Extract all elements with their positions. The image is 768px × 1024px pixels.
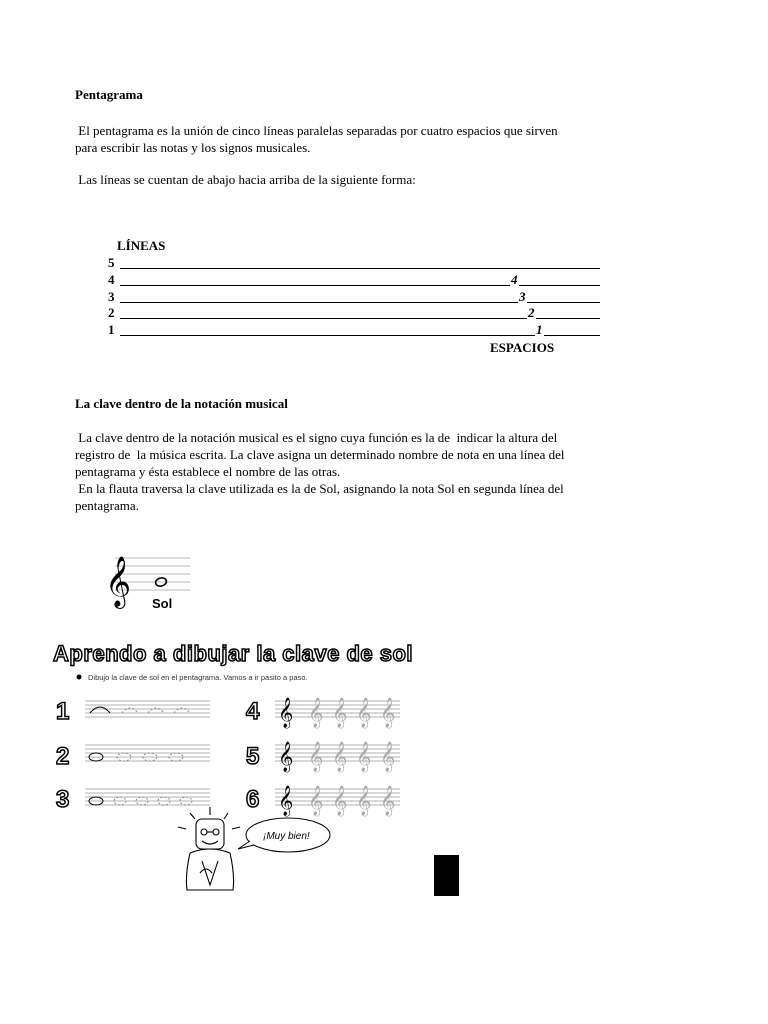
step-number-2: 2 bbox=[56, 743, 70, 770]
svg-text:𝄞: 𝄞 bbox=[356, 697, 372, 727]
lines-label: LÍNEAS bbox=[117, 238, 166, 253]
svg-text:𝄞: 𝄞 bbox=[308, 697, 324, 727]
svg-text:𝄞: 𝄞 bbox=[356, 741, 372, 771]
svg-text:𝄞: 𝄞 bbox=[308, 785, 324, 815]
paragraph-line: pentagrama. bbox=[75, 498, 139, 513]
staff-diagram bbox=[108, 255, 608, 345]
clef-staff-svg bbox=[105, 552, 240, 614]
section-title-pentagrama: Pentagrama bbox=[75, 87, 143, 102]
black-block bbox=[434, 855, 459, 896]
space-number-1: 1 bbox=[536, 322, 543, 337]
pentagrama-paragraph bbox=[75, 122, 558, 156]
speech-bubble bbox=[238, 818, 330, 852]
svg-text:𝄞: 𝄞 bbox=[308, 741, 324, 771]
line-number-4: 4 bbox=[108, 272, 115, 287]
cartoon-character-icon bbox=[178, 807, 240, 890]
paragraph-line: En la flauta traversa la clave utilizada es la de Sol, asignando la nota Sol en segunda línea del bbox=[75, 481, 564, 496]
worksheet-image bbox=[50, 635, 460, 900]
svg-text:𝄞: 𝄞 bbox=[332, 697, 348, 727]
staff-line-1 bbox=[120, 335, 600, 336]
step-number-4: 4 bbox=[246, 698, 260, 725]
space-number-4: 4 bbox=[511, 272, 518, 287]
step-number-5: 6 bbox=[246, 786, 260, 813]
svg-text:𝄞: 𝄞 bbox=[356, 785, 372, 815]
staff-line-5 bbox=[120, 268, 600, 269]
svg-text:𝄞: 𝄞 bbox=[278, 741, 294, 771]
line-number-1: 1 bbox=[108, 322, 115, 337]
svg-text:𝄞: 𝄞 bbox=[278, 785, 294, 815]
treble-clef-icon: 𝄞 bbox=[105, 557, 132, 606]
step-number-1: 1 bbox=[56, 698, 70, 725]
section-title-clave: La clave dentro de la notación musical bbox=[75, 396, 288, 411]
svg-text:𝄞: 𝄞 bbox=[332, 785, 348, 815]
lines-count-paragraph: Las líneas se cuentan de abajo hacia arriba de la siguiente forma: bbox=[75, 172, 416, 187]
step-number-5: 5 bbox=[246, 743, 260, 770]
spaces-label: ESPACIOS bbox=[490, 340, 555, 355]
space-number-3: 3 bbox=[519, 289, 526, 304]
line-number-5: 5 bbox=[108, 255, 115, 270]
paragraph-line: La clave dentro de la notación musical es el signo cuya función es la de indicar la altura del bbox=[75, 430, 558, 445]
paragraph-line: para escribir las notas y los signos musicales. bbox=[75, 140, 311, 155]
paragraph-line: pentagrama y ésta establece el nombre de las otras. bbox=[75, 464, 341, 479]
worksheet-title: Aprendo a dibujar la clave de sol bbox=[53, 641, 414, 666]
step-1-arcs bbox=[90, 707, 190, 713]
worksheet-instruction: Dibujo la clave de sol en el pentagrama. Vamos a ir pasito a paso. bbox=[88, 673, 308, 682]
bullet-icon bbox=[77, 675, 82, 680]
svg-text:𝄞: 𝄞 bbox=[380, 697, 396, 727]
speech-text: ¡Muy bien! bbox=[263, 831, 310, 842]
line-number-3: 3 bbox=[108, 289, 115, 304]
paragraph-line: registro de la música escrita. La clave asigna un determinado nombre de nota en una línea del bbox=[75, 447, 565, 462]
svg-text:𝄞: 𝄞 bbox=[278, 697, 294, 727]
space-number-2: 2 bbox=[528, 305, 535, 320]
staff-line-4 bbox=[120, 285, 600, 286]
svg-text:𝄞: 𝄞 bbox=[332, 741, 348, 771]
svg-text:𝄞: 𝄞 bbox=[380, 741, 396, 771]
step-number-3: 3 bbox=[56, 786, 70, 813]
staff-line-3 bbox=[120, 302, 600, 303]
line-number-2: 2 bbox=[108, 305, 115, 320]
paragraph-line: El pentagrama es la unión de cinco líneas paralelas separadas por cuatro espacios que sirven bbox=[75, 123, 558, 138]
clave-paragraph bbox=[75, 429, 564, 514]
sol-note-label: Sol bbox=[152, 596, 173, 611]
svg-text:𝄞: 𝄞 bbox=[380, 785, 396, 815]
treble-clef-figure bbox=[105, 552, 240, 614]
